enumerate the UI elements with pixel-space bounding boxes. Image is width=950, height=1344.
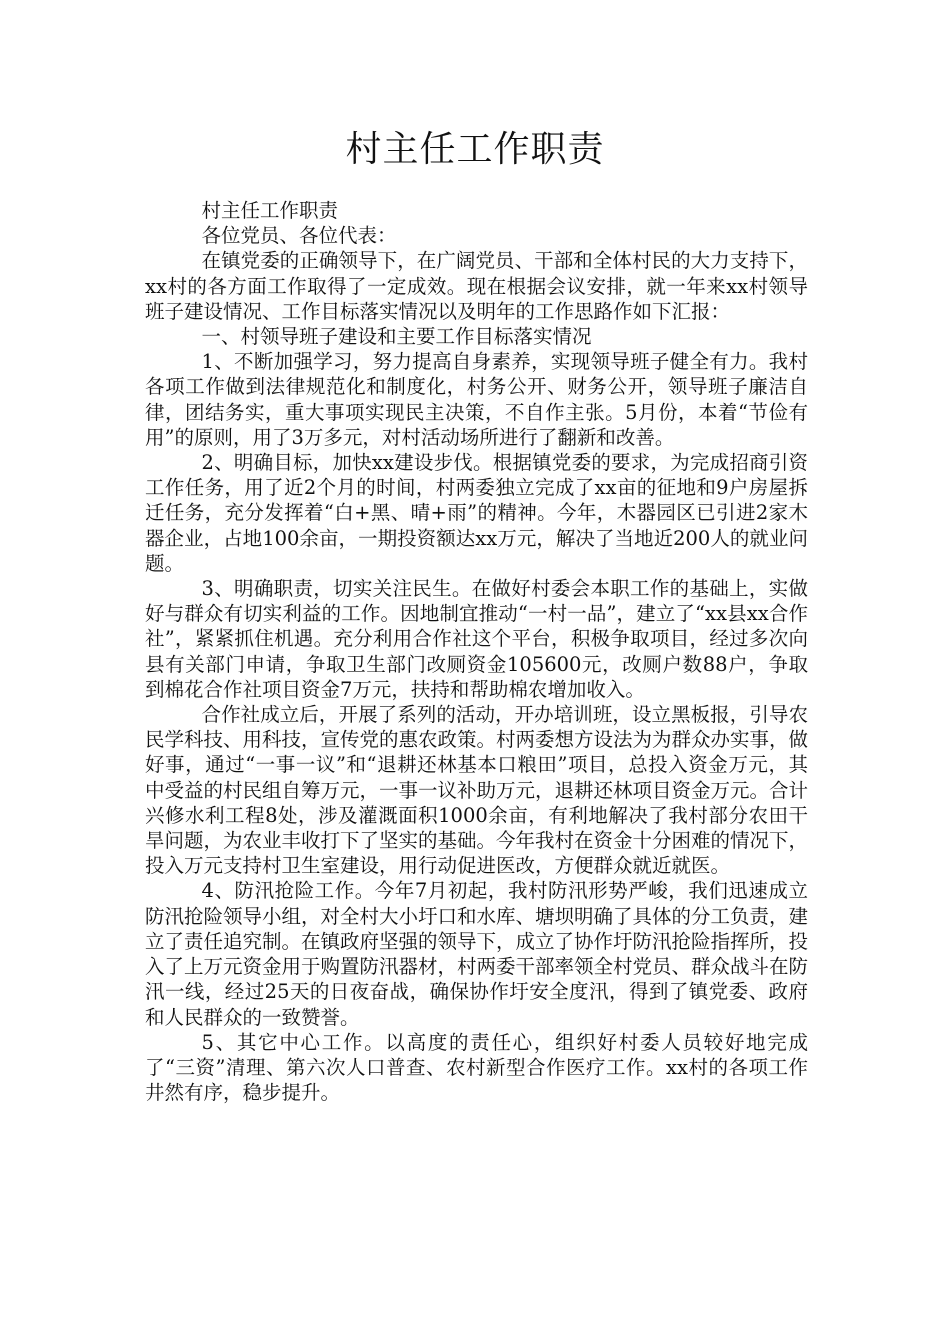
paragraph-salutation: 各位党员、各位代表： xyxy=(201,224,397,248)
paragraph-item-1: 1、不断加强学习，努力提高自身素养，实现领导班子健全有力。我村各项工作做到法律规范化和制度化，村务公开、财务公开，领导班子廉洁自律，团结务实，重大事项实现民主决策，不自作主张。5月份，本着“节俭有用”的原则，用了3万多元，对村活动场所进行了翻新和改善。 xyxy=(145,350,808,449)
paragraph-item-2: 2、明确目标，加快xx建设步伐。根据镇党委的要求，为完成招商引资工作任务，用了近2个月的时间，村两委独立完成了xx亩的征地和9户房屋拆迁任务，充分发挥着“白+黑、晴+雨”的精神。今年，木器园区已引进2家木器企业，占地100余亩，一期投资额达xx万元，解决了当地近200人的就业问题。 xyxy=(145,451,808,575)
section-heading-1: 一、村领导班子建设和主要工作目标落实情况 xyxy=(201,325,592,349)
document-title: 村主任工作职责 xyxy=(345,129,605,170)
paragraph-subtitle: 村主任工作职责 xyxy=(201,199,339,222)
paragraph-item-3: 3、明确职责，切实关注民生。在做好村委会本职工作的基础上，实做好与群众有切实利益的工作。因地制宜推动“一村一品”，建立了“xx县xx合作社”，紧紧抓住机遇。充分利用合作社这个平台，积极争取项目，经过多次向县有关部门申请，争取卫生部门改厕资金105600元，改厕户数88户，争取到棉花合作社项目资金7万元，扶持和帮助棉农增加收入。 xyxy=(145,577,808,701)
document-body xyxy=(145,198,808,1105)
paragraph-item-4: 4、防汛抢险工作。今年7月初起，我村防汛形势严峻，我们迅速成立防汛抢险领导小组，对全村大小圩口和水库、塘坝明确了具体的分工负责，建立了责任追究制。在镇政府坚强的领导下，成立了协作圩防汛抢险指挥所，投入了上万元资金用于购置防汛器材，村两委干部率领全村党员、群众战斗在防汛一线，经过25天的日夜奋战，确保协作圩安全度汛，得到了镇党委、政府和人民群众的一致赞誉。 xyxy=(145,879,809,1029)
paragraph-intro: 在镇党委的正确领导下，在广阔党员、干部和全体村民的大力支持下，xx村的各方面工作取得了一定成效。现在根据会议安排，就一年来xx村领导班子建设情况、工作目标落实情况以及明年的工作思路作如下汇报： xyxy=(145,249,808,323)
paragraph-item-5: 5、其它中心工作。以高度的责任心，组织好村委人员较好地完成了“三资”清理、第六次人口普查、农村新型合作医疗工作。xx村的各项工作井然有序，稳步提升。 xyxy=(145,1030,808,1105)
paragraph-cooperative: 合作社成立后，开展了系列的活动，开办培训班，设立黑板报，引导农民学科技、用科技，宣传党的惠农政策。村两委想方设法为为群众办实事，做好事，通过“一事一议”和“退耕还林基本口粮田”项目，总投入资金万元，其中受益的村民组自筹万元，一事一议补助万元，退耕还林项目资金万元。合计兴修水利工程8处，涉及灌溉面积1000余亩，有利地解决了我村部分农田干旱问题，为农业丰收打下了坚实的基础。今年我村在资金十分困难的情况下，投入万元支持村卫生室建设，用行动促进医改，方便群众就近就医。 xyxy=(145,703,809,878)
